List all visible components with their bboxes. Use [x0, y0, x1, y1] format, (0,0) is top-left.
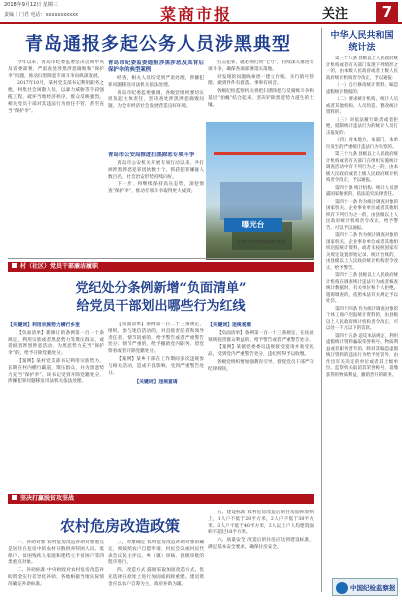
paragraph: 2017年10月，某村党支部书记利用职务之便，纠集社会闲散人员，以暴力威胁等手段强揽工程，破坏当地经济秩序，群众反映强烈。相关党员干部对其违法行为放任不管，甚至充当“保护伞”。 — [8, 81, 104, 114]
lead-subhead: 青岛市纪委监委通报涉黑涉恶及其背后保护伞的典型案例 — [108, 60, 204, 73]
emblem-icon — [336, 582, 348, 594]
paragraph: 下一步，将继续保持高压态势，深挖彻查“保护伞”，推动专项斗争取得更大成效。 — [108, 182, 204, 195]
paragraph: 【案例】某镇党委委员违规接受宴请并收受礼品，受到党内严重警告处分，违纪所得予以收缴。 — [208, 345, 314, 358]
paragraph: 【案例】某乡干部在工作期间多次违规参与相关活动，造成不良影响，受到严重警告处分。 — [108, 356, 204, 376]
keyword-subhead: 【关键词】违规宴请 — [134, 379, 178, 386]
middle-column-1 — [8, 322, 104, 490]
section-bar-village — [8, 262, 314, 272]
paragraph: 第四十三条 县级以上人民政府统计机构在调查统计违法行为或者核查统计数据时，有关单位和个人拒绝、阻碍调查的，依照本法有关规定予以处罚。 — [326, 273, 398, 304]
top-story-column-3 — [108, 152, 204, 238]
bottom-column-1 — [8, 540, 104, 596]
paragraph: 第三十九条 县级以上人民政府统计机构或者有关部门在组织实施统计调查活动中有下列行为之一的，由本级人民政府或者上级人民政府统计机构责令改正，予以通报。 — [326, 152, 398, 183]
photo-label: 曝光台 — [224, 218, 282, 232]
paragraph: 【案例】某村党支部书记利用宗族势力，长期在村内横行霸道，欺压群众，并为黑恶势力充当“保护伞”。该书记受到开除党籍处分，涉嫌犯罪问题移送司法机关依法处理。 — [8, 358, 104, 385]
paragraph: 六、质量安全 改造后的住房应达到建设标准，满足基本安全要求，确保住房安全。 — [208, 538, 314, 550]
paragraph: 四、改造方式 鼓励采取加固改造方式，优先选择在原址上进行加固或拆除重建。建房资金应以农户自筹为主，政府补助为辅。 — [108, 568, 204, 587]
paragraph: 第四十四条 作为统计调查对象的个体工商户迟报统计资料的，由县级以上人民政府统计机构责令改正，可以处一千元以下的罚款。 — [326, 306, 398, 331]
top-story-column-4 — [208, 60, 314, 120]
paragraph: （二）要求统计机构、统计人员或者其他机构、人员伪造、篡改统计资料的； — [326, 97, 398, 115]
paragraph: 五、建设标准 农村危房改造后的住房面积原则上，1人户不低于20平方米，2人户不低于30平方米，3人户不低于40平方米，3人以上户人均建筑面积不超过18平方米。 — [208, 510, 314, 536]
paragraph: 一、补助对象 农村危房改造补助对象重点是居住在危房中的农村分散供养特困人员、低保户、贫困残疾人家庭和建档立卡贫困户等四类重点对象。 — [8, 540, 104, 566]
keyword-subhead: 【关键词】利用宗族势力横行乡里 — [8, 322, 80, 328]
sidebar-title: 中华人民共和国统计法 — [330, 31, 394, 53]
paragraph: 第四十二条 作为统计调查对象的国家机关、企业事业单位或者其他组织迟报统计资料，或者未按照国家有关规定设置原始记录、统计台账的，由县级以上人民政府统计机构责令改正，给予警告。 — [326, 233, 398, 271]
publication-logo — [332, 578, 398, 596]
paragraph: （一）自行修改统计资料、编造虚假统计数据的； — [326, 83, 398, 95]
paragraph: 【负面清单】新修订的条例第一百一十条规定，利用宗族或者黑恶势力等欺压群众，或者纵容涉黑涉恶活动、为黑恶势力充当“保护伞”的，给予开除党籍处分。 — [8, 330, 104, 357]
bottom-column-2 — [108, 540, 204, 596]
paragraph: 【负面清单】条例第一百一十三条规定，在扶贫领域侵害群众利益的，给予警告或者严重警告处分。 — [208, 330, 314, 343]
top-story-column-2 — [108, 60, 204, 150]
page-number: 7 — [376, 2, 398, 22]
bottom-column-3 — [208, 510, 314, 596]
paragraph: 对发现的问题线索逐一建立台账，实行销号管理，做到件件有着落、事事有回音。 — [208, 74, 314, 87]
paragraph: 各级党组织要加强教育引导，督促党员干部严守纪律规矩。 — [208, 359, 314, 372]
sidebar-divider — [321, 28, 322, 592]
paragraph: 各级纪检监察机关将把扫黑除恶与反腐败斗争和基层“拍蝇”结合起来，坚决铲除黑恶势力滋生的土壤。 — [208, 89, 314, 108]
logo-text: 中国纪检监察报 — [350, 584, 396, 592]
paragraph: （四）对本地方、本部门、本单位发生的严重统计违法行为失察的。 — [326, 138, 398, 150]
editor-info: 责编｜门君 电话：xxxxxxxxxxx — [4, 12, 79, 18]
mid-subhead: 青岛市公安局推进扫黑除恶专项斗争 — [108, 152, 195, 158]
middle-column-2 — [108, 322, 204, 490]
paragraph: 青岛市纪委监委强调，各级党组织要切实担负起主体责任，坚决查处涉黑涉恶腐败问题，为全市经济社会发展营造良好环境。 — [108, 90, 204, 110]
newspaper-brand: 菜商市报 — [160, 5, 233, 24]
section-bar-label: 村（社区）党员干部廉洁履职 — [20, 263, 99, 270]
top-story-column-1 — [8, 60, 104, 238]
top-headline: 青岛通报多起公务人员涉黑典型 — [25, 34, 291, 55]
section-bar-poverty — [8, 494, 314, 504]
paragraph: 【负面清单】条例第一百二十三条规定，组织、参与迷信活动的，对直接责任者和领导责任者，情节较重的，给予警告或者严重警告处分；情节严重的，给予撤销党内职务、留党察看或者开除党籍处分。 — [108, 322, 204, 355]
paragraph: 打击犯罪，就必须打到“七寸”，持续深入推进专项斗争，确保各项部署落实落地。 — [208, 60, 314, 72]
middle-headline-line1: 党纪处分条例新增“负面清单” — [75, 281, 247, 296]
paragraph: 第四十五条 违反本法规定，利用虚假统计资料骗取荣誉称号、物质利益或者职务晋升的，除对其编造虚假统计资料的违法行为给予处罚外，由作出有关决定的单位或者其上级单位、监察机关取消其荣誉称号，追缴获得的物质利益，撤销晋升的职务。 — [326, 333, 398, 378]
section-bar-label: 坚决打赢脱贫攻坚战 — [20, 495, 75, 502]
sidebar-body — [326, 56, 398, 574]
paragraph: 二、补助标准 中央财政对农村危房改造补助资金实行差异化补助，各地根据当地实际情况确定补助标准。 — [8, 568, 104, 587]
divider — [8, 258, 314, 259]
masthead — [0, 0, 402, 24]
paragraph: 三、对象确定 农村危房改造补助对象的确定，须按照农户自愿申请、村民会议或村民代表会议民主评议、乡（镇）审核、县级审批的程序进行。 — [108, 540, 204, 566]
middle-headline-line2: 给党员干部划出哪些行为红线 — [76, 299, 246, 314]
paragraph: （三）对依法履行职责或者拒绝、抵制统计违法行为的统计人员打击报复的； — [326, 117, 398, 136]
paragraph: 第四十一条 作为统计调查对象的国家机关、企业事业单位或者其他组织有下列行为之一的，由县级以上人民政府统计机构责令改正，给予警告，可以予以通报。 — [326, 199, 398, 231]
paragraph: 第三十八条 县级以上人民政府统计机构或者有关部门发现下列情形之一的，由本级人民政府或者上级人民政府统计机构责令改正，予以通报： — [326, 56, 398, 81]
photo-caption: 专项斗争取得阶段性成效 — [236, 240, 286, 245]
middle-column-3 — [208, 322, 314, 490]
paragraph: 今年以来，青岛市纪委监委坚决贯彻中央及省委部署，严肃查处涉黑涉恶腐败和“保护伞”问题，推动扫黑除恶专项斗争向纵深发展。 — [8, 60, 104, 79]
paragraph: 第四十条 统计机构、统计人员泄露国家秘密的，依法追究法律责任。 — [326, 185, 398, 197]
issue-date: 2018年9月12日 星期三 — [4, 2, 58, 8]
section-name: 关注 — [322, 7, 349, 22]
bottom-headline: 农村危房改造政策 — [59, 517, 180, 535]
paragraph: 经查，相关人员均受到严肃处理，涉嫌犯罪问题移送司法机关依法处理。 — [108, 76, 204, 88]
keyword-subhead: 【关键词】违规观看 — [208, 322, 252, 328]
paragraph: 青岛市公安机关开展专项行动以来，共打掉涉黑涉恶犯罪团伙数十个，抓获犯罪嫌疑人数百名，社会治安形势持续向好。 — [108, 161, 204, 180]
